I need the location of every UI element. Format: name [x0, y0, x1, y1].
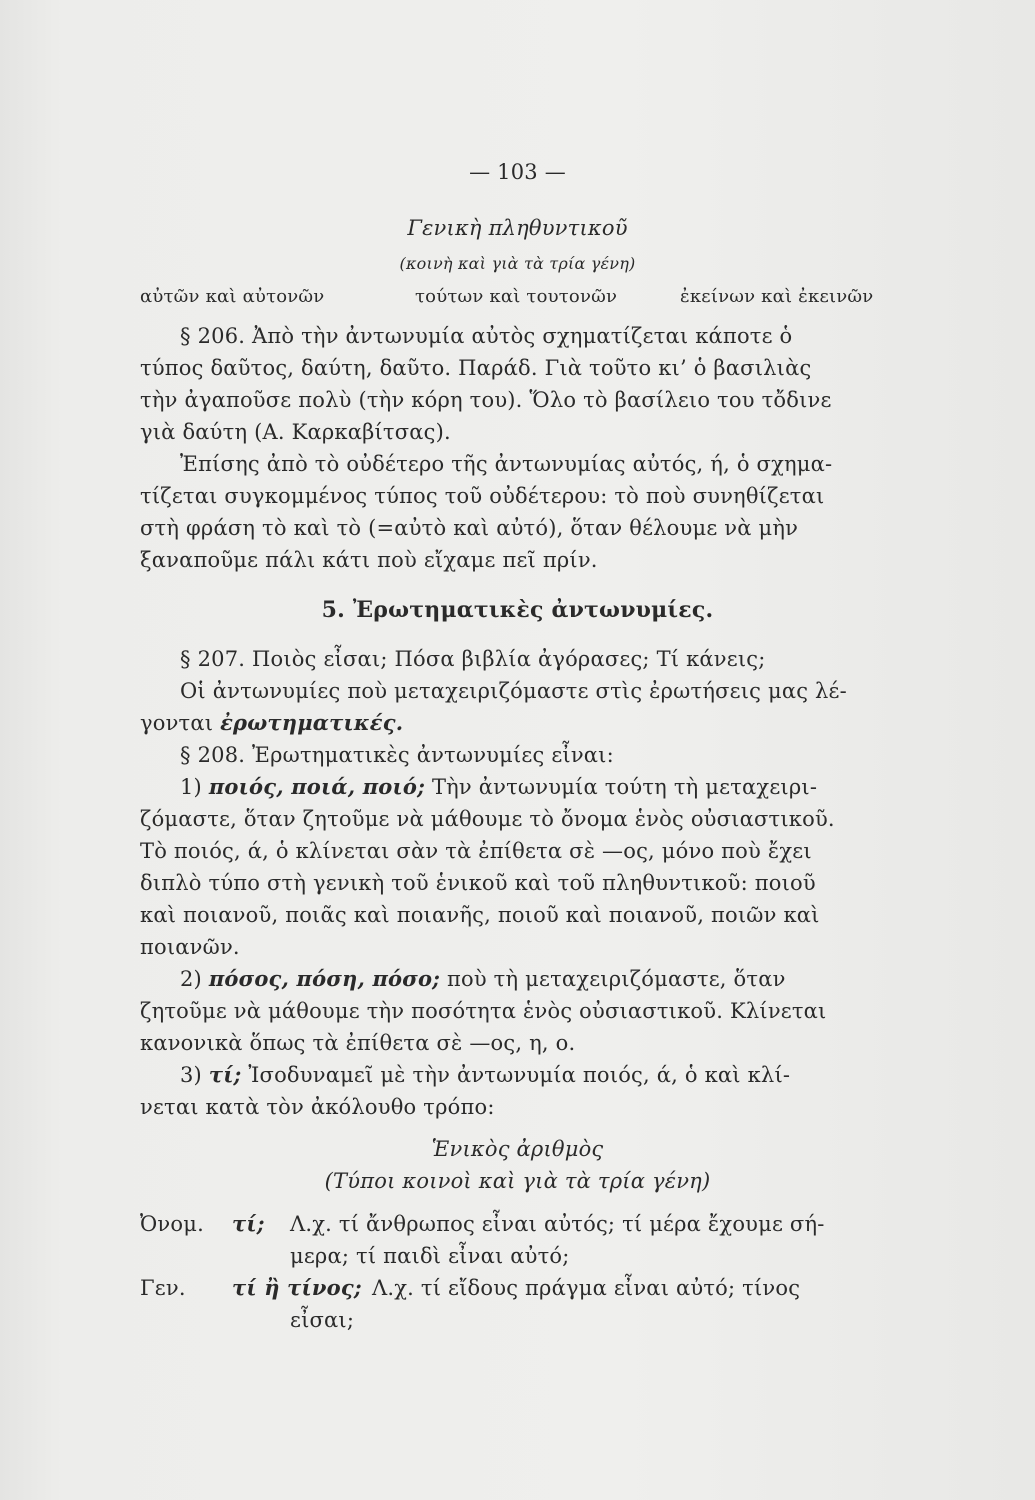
item-2-line: κανονικὰ ὅπως τὰ ἐπίθετα σὲ —ος, η, ο.	[140, 1031, 576, 1055]
page-number: — 103 —	[469, 160, 566, 184]
case-form: τί ἢ τίνος;	[232, 1275, 362, 1300]
form-column-2: τούτων καὶ τουτονῶν	[415, 286, 618, 307]
item-number: 2)	[180, 967, 202, 991]
item-term: πόσος, πόση, πόσο;	[208, 966, 441, 991]
case-example: εἶσαι;	[290, 1308, 355, 1332]
form-column-1: αὐτῶν καὶ αὐτονῶν	[140, 286, 325, 307]
item-1-line: Τὸ ποιός, ά, ὁ κλίνεται σὰν τὰ ἐπίθετα σὲ —ος, μόνο ποὺ ἔχει	[140, 839, 812, 863]
item-3-line: νεται κατὰ τὸν ἀκόλουθο τρόπο:	[140, 1095, 495, 1119]
paragraph-207-prefix: γονται	[140, 711, 214, 735]
paragraph-206-line: Ἐπίσης ἀπὸ τὸ οὐδέτερο τῆς ἀντωνυμίας αὐτός, ή, ὁ σχημα-	[180, 452, 833, 476]
item-1-line: διπλὸ τύπο στὴ γενικὴ τοῦ ἑνικοῦ καὶ τοῦ πληθυντικοῦ: ποιοῦ	[140, 871, 816, 895]
paragraph-206-line: γιὰ δαύτη (Α. Καρκαβίτσας).	[140, 420, 451, 444]
item-number: 1)	[180, 775, 202, 799]
plural-genitive-note: (κοινὴ καὶ γιὰ τὰ τρία γένη)	[399, 254, 636, 273]
paragraph-206-line: τίζεται συγκομμένος τύπος τοῦ οὐδέτερου: τὸ ποὺ συνηθίζεται	[140, 484, 825, 508]
paragraph-207-line	[140, 709, 403, 737]
term-erotimatikes: ἐρωτηματικές.	[220, 710, 404, 735]
item-text: Τὴν ἀντωνυμία τούτη τὴ μεταχειρι-	[431, 775, 818, 799]
paragraph-208-intro: § 208. Ἐρωτηματικὲς ἀντωνυμίες εἶναι:	[180, 743, 614, 767]
section-heading: 5. Ἐρωτηματικὲς ἀντωνυμίες.	[321, 597, 714, 623]
case-label: Γεν.	[140, 1276, 186, 1300]
case-example: Λ.χ. τί ἄνθρωπος εἶναι αὐτός; τί μέρα ἔχουμε σή-	[290, 1212, 825, 1236]
item-text: ποὺ τὴ μεταχειριζόμαστε, ὅταν	[447, 967, 786, 991]
item-1-line: καὶ ποιανοῦ, ποιᾶς καὶ ποιανῆς, ποιοῦ καὶ ποιανοῦ, ποιῶν καὶ	[140, 903, 820, 927]
case-example: μερα; τί παιδὶ εἶναι αὐτό;	[290, 1244, 570, 1268]
item-2-first-line	[180, 965, 786, 993]
item-1-first-line	[180, 773, 817, 801]
item-1-line: ποιανῶν.	[140, 935, 240, 959]
case-example: Λ.χ. τί εἴδους πράγμα εἶναι αὐτό; τίνος	[372, 1276, 801, 1300]
singular-note: (Τύποι κοινοὶ καὶ γιὰ τὰ τρία γένη)	[324, 1169, 711, 1193]
singular-title: Ἑνικὸς ἀριθμὸς	[431, 1137, 604, 1161]
paragraph-206-line: ξαναποῦμε πάλι κάτι ποὺ εἴχαμε πεῖ πρίν.	[140, 548, 598, 572]
case-label: Ὀνομ.	[140, 1212, 204, 1236]
item-2-line: ζητοῦμε νὰ μάθουμε τὴν ποσότητα ἑνὸς οὐσιαστικοῦ. Κλίνεται	[140, 999, 827, 1023]
item-3-first-line	[180, 1061, 790, 1089]
item-number: 3)	[180, 1063, 202, 1087]
form-column-3: ἐκείνων καὶ ἐκεινῶν	[680, 286, 874, 307]
paragraph-207-line: § 207. Ποιὸς εἶσαι; Πόσα βιβλία ἀγόρασες; Τί κάνεις;	[180, 647, 766, 671]
paragraph-206-line: § 206. Ἀπὸ τὴν ἀντωνυμία αὐτὸς σχηματίζεται κάποτε ὁ	[180, 324, 793, 348]
paragraph-207-line: Οἱ ἀντωνυμίες ποὺ μεταχειριζόμαστε στὶς ἐρωτήσεις μας λέ-	[180, 679, 847, 703]
paragraph-206-line: στὴ φράση τὸ καὶ τὸ (=αὐτὸ καὶ αὐτό), ὅταν θέλουμε νὰ μὴν	[140, 516, 799, 540]
paragraph-206-line: τύπος δαῦτος, δαύτη, δαῦτο. Παράδ. Γιὰ τοῦτο κι’ ὁ βασιλιὰς	[140, 356, 812, 380]
item-term: ποιός, ποιά, ποιό;	[208, 774, 426, 799]
paragraph-206-line: τὴν ἀγαποῦσε πολὺ (τὴν κόρη του). Ὅλο τὸ βασίλειο του τὄδινε	[140, 388, 832, 412]
item-1-line: ζόμαστε, ὅταν ζητοῦμε νὰ μάθουμε τὸ ὄνομα ἑνὸς οὐσιαστικοῦ.	[140, 807, 835, 831]
item-text: Ἰσοδυναμεῖ μὲ τὴν ἀντωνυμία ποιός, ά, ὁ καὶ κλί-	[248, 1063, 791, 1087]
plural-genitive-title: Γενικὴ πληθυντικοῦ	[407, 216, 628, 240]
case-form: τί;	[232, 1211, 265, 1236]
item-term: τί;	[208, 1062, 242, 1087]
